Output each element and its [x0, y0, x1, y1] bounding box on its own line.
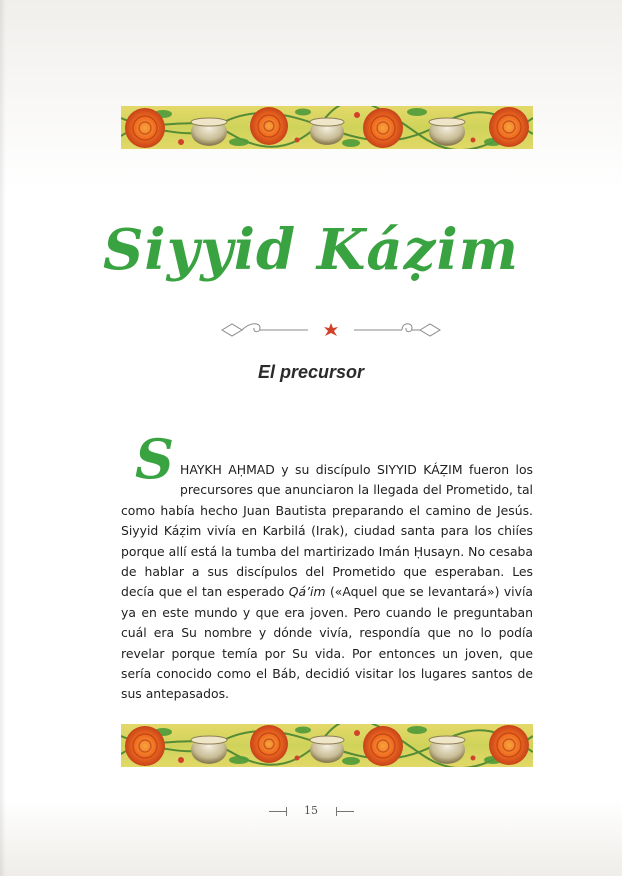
paragraph-emphasis: Qá’im: [288, 584, 326, 600]
paragraph-segment: HAYKH AḤMAD y su discípulo SIYYID KÁẒIM fueron los precursores que anunciaron la llegada del Prometido, tal como había hecho Juan Bautista preparando el camino de Jesús. Siyyid Káẓim vivía en Karbilá (Irak), ciudad santa para los chiíes porque allí está la tumba del martirizado Imán Ḥusayn. No cesaba de hablar a sus discípulos del Prometido que esperaban. Les decía que el tan esperado: [121, 462, 533, 600]
page-number: 15: [304, 804, 318, 817]
paragraph-text: [121, 427, 533, 705]
folio-rule-left: [269, 811, 287, 812]
drop-cap: S: [135, 427, 174, 491]
floral-pattern-icon: [121, 106, 533, 149]
chapter-subtitle: El precursor: [257, 362, 365, 382]
page-edge-shadow: [0, 0, 6, 876]
floral-pattern-icon: [121, 724, 533, 767]
page-folio: [0, 804, 622, 817]
star-ornament-icon: [324, 323, 338, 336]
paragraph-segment: («Aquel que se levantará») vivía ya en este mundo y que era joven. Pero cuando le preguntaban cuál era Su nombre y dónde vivía, respondía que no lo podía revelar porque temía por Su vida. Por entonces un joven, que sería conocido como el Báb, decidió visitar los lugares santos de sus antepasados.: [121, 584, 533, 702]
floral-band-bottom: [121, 724, 533, 767]
floral-band-top: [121, 106, 533, 149]
body-paragraph: [121, 427, 533, 705]
folio-rule-right: [336, 811, 354, 812]
scroll-ornament-divider-icon: [220, 316, 442, 344]
chapter-title: Siyyid Káẓim: [102, 217, 519, 283]
